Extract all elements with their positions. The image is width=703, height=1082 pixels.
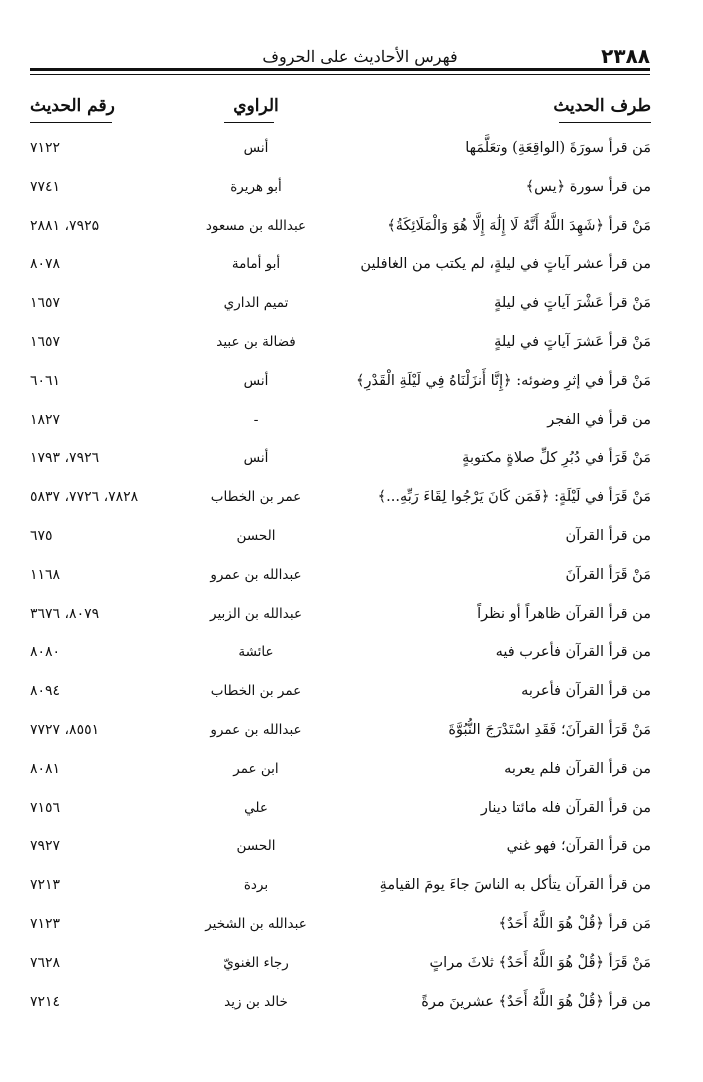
hadith-text: من قرأ القرآن فلم يعربه: [504, 760, 651, 777]
narrator-name: عمر بن الخطاب: [210, 489, 302, 506]
hadith-number: ۷۸۲۸، ۷۷۲٦، ٥۸۳۷: [30, 489, 139, 506]
hadith-number: ۷۷٤۱: [30, 178, 61, 195]
hadith-text: مَن قرأ سورَةَ (الواقِعَةِ) وتعَلَّمَها: [465, 140, 651, 156]
hadith-text: من قرأ القرآن ظاهراً أو نظراً: [477, 605, 651, 622]
header-rule-thick: [30, 68, 650, 71]
table-row: [0, 800, 703, 839]
column-header-number: رقم الحديث: [30, 96, 115, 116]
narrator-name: أبو هريرة: [230, 178, 282, 195]
hadith-text: مَنْ قرأ عَشْرَ آياتٍ في ليلةٍ: [494, 295, 651, 312]
table-row: [0, 838, 703, 877]
column-header-hadith-underline: [559, 122, 651, 123]
hadith-text: مَنْ قَرَأ في دُبُرِ كلِّ صلاةٍ مكتوبةٍ: [462, 450, 651, 467]
hadith-text: مَنْ قَرَأ في لَيْلَةٍ: ﴿فَمَن كَانَ يَرْجُوا لِقَاءَ رَبِّهِ...﴾: [377, 489, 651, 506]
hadith-number: ۷۲۱٤: [30, 993, 61, 1010]
table-row: [0, 722, 703, 761]
column-header-narrator-underline: [224, 122, 274, 123]
column-header-hadith: طرف الحديث: [553, 96, 651, 116]
narrator-name: رجاء الغنويّ: [223, 954, 289, 971]
table-row: [0, 489, 703, 528]
hadith-index-table: [0, 140, 703, 1032]
hadith-number: ۸۰۷۹، ۳٦۷٦: [30, 605, 100, 622]
narrator-name: عبدالله بن مسعود: [205, 217, 307, 234]
table-row: [0, 877, 703, 916]
narrator-name: عبدالله بن عمرو: [210, 721, 302, 738]
table-row: [0, 450, 703, 489]
running-head: [30, 44, 650, 66]
hadith-text: من قرأ القرآن؛ فهو غني: [506, 838, 651, 855]
hadith-text: من قرأ ﴿قُلْ هُوَ اللَّهُ أَحَدٌ﴾ عشرينَ مرةً: [421, 993, 651, 1010]
narrator-name: علي: [244, 799, 268, 816]
narrator-name: عمر بن الخطاب: [210, 683, 302, 700]
table-row: [0, 916, 703, 955]
table-row: [0, 644, 703, 683]
narrator-name: أبو أمامة: [231, 256, 281, 273]
table-row: [0, 761, 703, 800]
table-row: [0, 256, 703, 295]
hadith-number: ۸۰۸۱: [30, 760, 61, 777]
narrator-name: فضالة بن عبيد: [216, 333, 296, 350]
narrator-name: أنس: [243, 372, 269, 389]
narrator-name: الحسن: [236, 527, 276, 544]
header-rule-thin: [30, 74, 650, 75]
page-number: ۲۳۸۸: [601, 44, 650, 68]
hadith-number: ۷۹۲۷: [30, 838, 61, 855]
narrator-name: -: [253, 411, 259, 428]
hadith-number: ۷۹۲٦، ۱۷۹۳: [30, 450, 100, 467]
hadith-text: من قرأ القرآن يتأكل به الناسَ جاءَ يومَ القيامةِ: [379, 877, 651, 894]
hadith-text: من قرأ سورة ﴿يس﴾: [525, 178, 651, 195]
hadith-number: ۷۹۲۵، ۲۸۸۱: [30, 217, 100, 234]
table-row: [0, 218, 703, 257]
hadith-number: ۱٦٥۷: [30, 295, 61, 312]
hadith-number: ٦۷٥: [30, 527, 53, 544]
hadith-text: من قرأ القرآن: [565, 527, 651, 544]
hadith-number: ۸۰۸۰: [30, 644, 61, 661]
narrator-name: عبدالله بن عمرو: [210, 566, 302, 583]
table-row: [0, 412, 703, 451]
table-row: [0, 567, 703, 606]
table-row: [0, 140, 703, 179]
narrator-name: ابن عمر: [233, 760, 279, 777]
hadith-number: ۸۰۹٤: [30, 683, 61, 700]
hadith-text: مَنْ قرأ في إثرِ وضوئه: ﴿إِنَّا أَنزَلْنَاهُ فِي لَيْلَةِ الْقَدْرِ﴾: [356, 372, 651, 389]
hadith-number: ۸٥٥۱، ۷۷۲۷: [30, 721, 100, 738]
hadith-number: ۷٦۲۸: [30, 954, 61, 971]
hadith-text: مَنْ قرأ ﴿شَهِدَ اللَّهُ أَنَّهُ لَا إِلَٰهَ إِلَّا هُوَ وَالْمَلَائِكَةُ﴾: [387, 217, 651, 234]
hadith-number: ۷۱۲۳: [30, 915, 61, 932]
narrator-name: أنس: [243, 450, 269, 467]
table-row: [0, 994, 703, 1033]
hadith-number: ۱۸۲۷: [30, 411, 61, 428]
narrator-name: عبدالله بن الشخير: [205, 915, 307, 932]
column-header-narrator: الراوي: [233, 96, 279, 116]
narrator-name: الحسن: [236, 838, 276, 855]
hadith-number: ٦۰٦۱: [30, 372, 61, 389]
hadith-text: من قرأ القرآن فله مائتا دينار: [480, 799, 651, 816]
table-row: [0, 683, 703, 722]
hadith-text: مَن قرأ ﴿قُلْ هُوَ اللَّهُ أَحَدٌ﴾: [498, 915, 651, 932]
running-title: فهرس الأحاديث على الحروف: [262, 47, 458, 66]
table-row: [0, 528, 703, 567]
table-row: [0, 179, 703, 218]
hadith-text: مَنْ قَرَأ القرآنَ؛ فَقَدِ اسْتَدْرَجَ النُّبُوَّةَ: [448, 721, 651, 738]
table-row: [0, 334, 703, 373]
narrator-name: تميم الداري: [223, 295, 289, 312]
hadith-number: ۷۲۱۳: [30, 877, 61, 894]
hadith-text: من قرأ القرآن فأعرب فيه: [495, 644, 651, 661]
table-row: [0, 295, 703, 334]
table-row: [0, 606, 703, 645]
hadith-text: من قرأ في الفجر: [547, 411, 651, 428]
hadith-text: من قرأ القرآن فأعربه: [521, 683, 651, 700]
hadith-number: ۷۱۲۲: [30, 140, 61, 156]
column-header-number-underline: [30, 122, 112, 123]
hadith-number: ۷۱٥٦: [30, 799, 61, 816]
hadith-text: من قرأ عشر آياتٍ في ليلةٍ، لم يكتب من الغافلين: [360, 256, 651, 273]
hadith-text: مَنْ قَرَأ القرآنَ: [565, 566, 651, 583]
hadith-number: ۸۰۷۸: [30, 256, 61, 273]
hadith-number: ۱۱٦۸: [30, 566, 61, 583]
narrator-name: أنس: [243, 140, 269, 156]
narrator-name: بردة: [243, 877, 269, 894]
table-row: [0, 955, 703, 994]
hadith-text: مَنْ قرأ عَشرَ آياتٍ في ليلةٍ: [494, 333, 651, 350]
hadith-text: مَنْ قَرَأ ﴿قُلْ هُوَ اللَّهُ أَحَدٌ﴾ ثلاثَ مراتٍ: [429, 954, 651, 971]
table-row: [0, 373, 703, 412]
narrator-name: عبدالله بن الزبير: [210, 605, 302, 622]
hadith-number: ۱٦٥۷: [30, 333, 61, 350]
narrator-name: خالد بن زيد: [224, 993, 288, 1010]
narrator-name: عائشة: [238, 644, 274, 661]
